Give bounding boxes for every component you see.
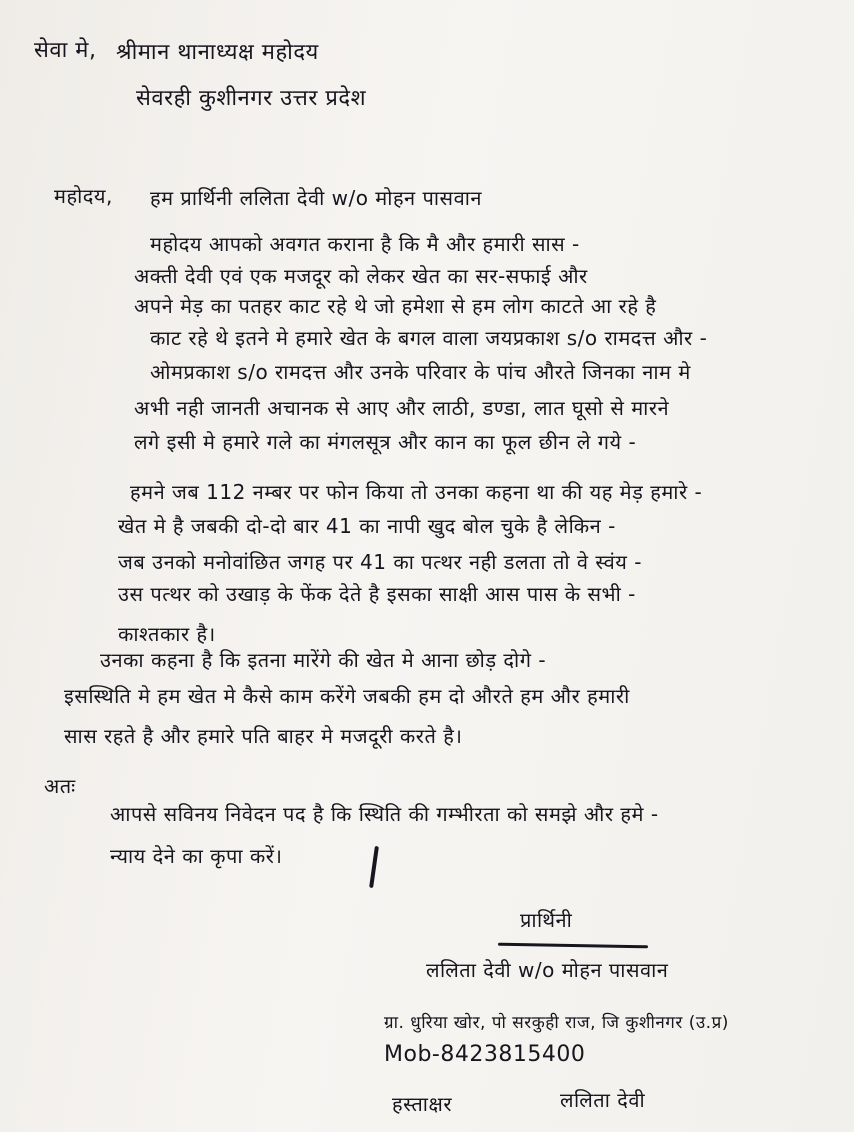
signature-address: ग्रा. धुरिया खोर, पो सरकुही राज, जि कुशीनगर (उ.प्र) xyxy=(384,1013,729,1033)
body-line: उस पत्थर को उखाड़ के फेंक देते है इसका साक्षी आस पास के सभी - xyxy=(118,582,636,606)
signature-mobile: Mob-8423815400 xyxy=(384,1042,586,1067)
closing-prefix: अतः xyxy=(44,774,76,798)
body-line: अभी नही जानती अचानक से आए और लाठी, डण्डा, लात घूसो से मारने xyxy=(134,396,670,420)
closing-line: आपसे सविनय निवेदन पद है कि स्थिति की गम्भीरता को समझे और हमे - xyxy=(110,802,659,826)
body-line: ओमप्रकाश s/o रामदत्त और उनके परिवार के पांच औरते जिनका नाम मे xyxy=(150,360,691,384)
body-line: हमने जब 112 नम्बर पर फोन किया तो उनका कहना था की यह मेड़ हमारे - xyxy=(130,480,703,504)
body-line: उनका कहना है कि इतना मारेंगे की खेत मे आना छोड़ दोगे - xyxy=(100,648,547,672)
body-line: काट रहे थे इतने मे हमारे खेत के बगल वाला जयप्रकाश s/o रामदत्त और - xyxy=(150,326,708,350)
closing-stroke xyxy=(369,846,379,888)
body-line: काश्तकार है। xyxy=(118,622,216,646)
body-line: लगे इसी मे हमारे गले का मंगलसूत्र और कान का फूल छीन ले गये - xyxy=(134,430,637,454)
address-line-2: सेवरही कुशीनगर उत्तर प्रदेश xyxy=(136,86,367,111)
signature-heading: प्रार्थिनी xyxy=(520,908,573,932)
salutation: महोदय, xyxy=(54,184,113,208)
signature-underline xyxy=(498,943,648,949)
body-line: इसस्थिति मे हम खेत मे कैसे काम करेंगे जबकी हम दो औरते हम और हमारी xyxy=(64,684,630,708)
signature-name: ललिता देवी w/o मोहन पासवान xyxy=(426,958,669,982)
address-line-1: श्रीमान थानाध्यक्ष महोदय xyxy=(116,40,319,65)
body-line: सास रहते है और हमारे पति बाहर मे मजदूरी करते है। xyxy=(64,724,463,748)
body-line: महोदय आपको अवगत कराना है कि मै और हमारी सास - xyxy=(150,232,580,256)
address-seva-me: सेवा मे, xyxy=(34,38,97,63)
body-line: खेत मे है जबकी दो-दो बार 41 का नापी खुद बोल चुके है लेकिन - xyxy=(118,514,616,538)
body-line: जब उनको मनोवांछित जगह पर 41 का पत्थर नही डलता तो वे स्वंय - xyxy=(118,550,642,574)
body-line: हम प्रार्थिनी ललिता देवी w/o मोहन पासवान xyxy=(150,186,482,210)
body-line: अपने मेड़ का पतहर काट रहे थे जो हमेशा से हम लोग काटते आ रहे है xyxy=(134,294,657,318)
signature-signed-name: ललिता देवी xyxy=(560,1088,646,1112)
closing-line: न्याय देने का कृपा करें। xyxy=(110,844,283,868)
signature-signed-label: हस्ताक्षर xyxy=(392,1092,452,1116)
body-line: अक्ती देवी एवं एक मजदूर को लेकर खेत का सर-सफाई और xyxy=(134,264,588,288)
